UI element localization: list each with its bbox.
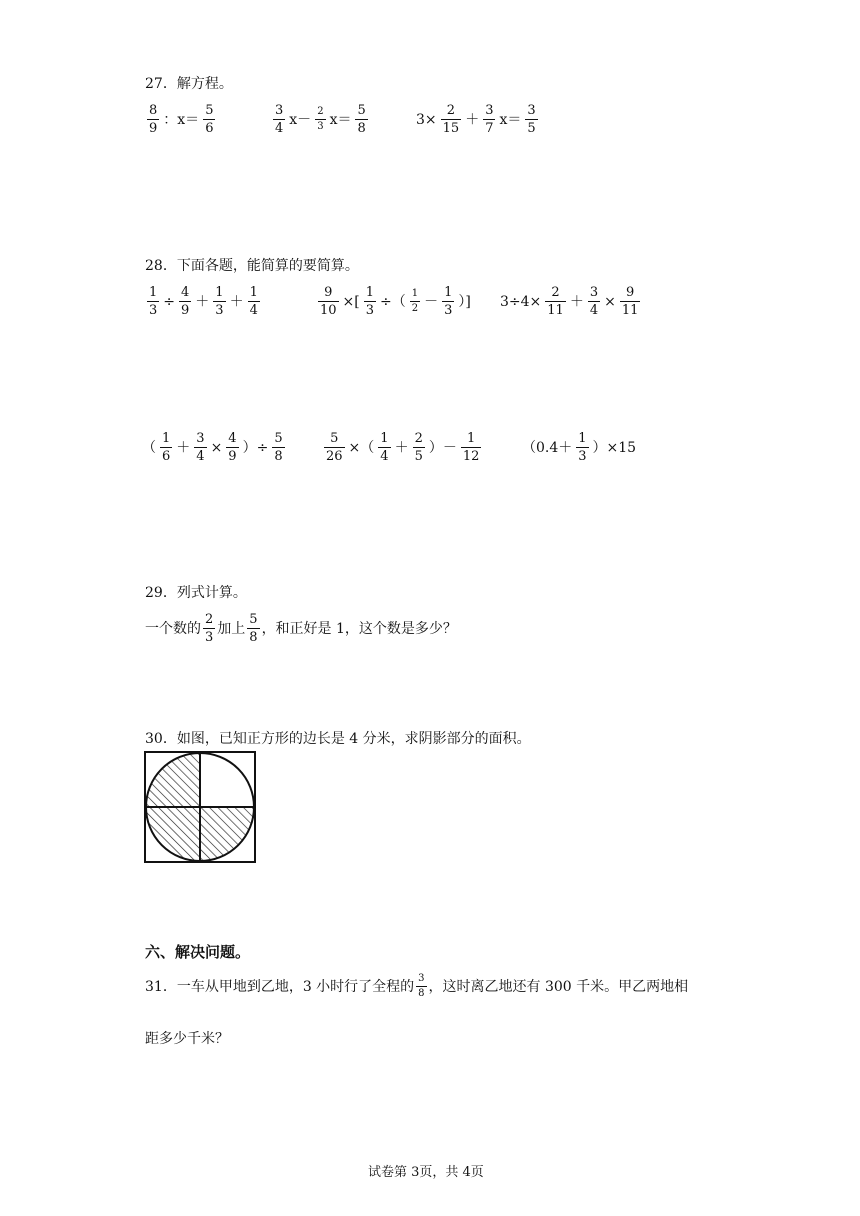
fraction: $\frac{1}{2}$ [411, 288, 419, 314]
fraction: $\frac{9}{11}$ [621, 285, 639, 318]
q27-equation-2: $\frac{3}{4}$ x－ $\frac{2}{3}$ x＝ $\frac{5}{8}$ [275, 103, 366, 136]
page-footer: 试卷第 3页，共 4页 [368, 1165, 484, 1180]
fraction: $\frac{1}{3}$ [365, 285, 375, 318]
fraction: $\frac{2}{3}$ [205, 612, 214, 645]
fraction: $\frac{5}{8}$ [357, 103, 366, 136]
section-6-title: 六、解决问题。 [145, 943, 251, 961]
fraction: $\frac{1}{3}$ [149, 285, 158, 318]
q28-expression-3: 3÷4× $\frac{2}{11}$ ＋ $\frac{3}{4}$ × $\frac{9}{11}$ [500, 285, 639, 318]
fraction: $\frac{3}{7}$ [485, 103, 494, 136]
fraction: $\frac{3}{5}$ [527, 103, 536, 136]
fraction: $\frac{3}{8}$ [418, 973, 425, 999]
fraction: $\frac{4}{9}$ [228, 431, 237, 464]
fraction: $\frac{4}{9}$ [181, 285, 190, 318]
fraction: $\frac{5}{26}$ [326, 431, 343, 464]
q31-line-1: 31．一车从甲地到乙地，3 小时行了全程的 $\frac{3}{8}$ ，这时离乙地还有 300 千米。甲乙两地相 [145, 973, 689, 999]
q29-title: 29．列式计算。 [145, 585, 247, 601]
q28-expression-2: $\frac{9}{10}$ ×[ $\frac{1}{3}$ ÷（ $\frac{1}{2}$ － $\frac{1}{3}$ ）] [320, 285, 471, 318]
fraction: $\frac{2}{5}$ [414, 431, 423, 464]
q28-expression-5: $\frac{5}{26}$ ×（ $\frac{1}{4}$ ＋ $\frac{2}{5}$ ）－ $\frac{1}{12}$ [326, 431, 480, 464]
q28-expression-1: $\frac{1}{3}$ ÷ $\frac{4}{9}$ ＋ $\frac{1}{3}$ ＋ $\frac{1}{4}$ [149, 285, 258, 318]
fraction: $\frac{5}{8}$ [249, 612, 258, 645]
fraction: $\frac{1}{12}$ [462, 431, 480, 464]
q29-question: 一个数的 $\frac{2}{3}$ 加上 $\frac{5}{8}$ ，和正好是 1，这个数是多少？ [145, 612, 457, 645]
q28-expression-4: （ $\frac{1}{6}$ ＋ $\frac{3}{4}$ × $\frac{4}{9}$ ）÷ $\frac{5}{8}$ [142, 431, 283, 464]
q30-title: 30．如图，已知正方形的边长是 4 分米，求阴影部分的面积。 [145, 731, 531, 747]
fraction: $\frac{2}{3}$ [317, 106, 324, 132]
fraction: $\frac{8}{9}$ [149, 103, 158, 136]
q28-title: 28．下面各题，能简算的要简算。 [145, 258, 359, 274]
fraction: $\frac{1}{4}$ [249, 285, 258, 318]
fraction: $\frac{9}{10}$ [320, 285, 337, 318]
fraction: $\frac{3}{4}$ [196, 431, 205, 464]
fraction: $\frac{3}{4}$ [589, 285, 599, 318]
fraction: $\frac{1}{3}$ [215, 285, 224, 318]
fraction: $\frac{2}{11}$ [547, 285, 564, 318]
q27-equation-3: 3× $\frac{2}{15}$ ＋ $\frac{3}{7}$ x＝ $\frac{3}{5}$ [416, 103, 536, 136]
fraction: $\frac{1}{6}$ [162, 431, 171, 464]
fraction: $\frac{1}{4}$ [380, 431, 389, 464]
fraction: $\frac{3}{4}$ [275, 103, 284, 136]
fraction: $\frac{2}{15}$ [442, 103, 460, 136]
fraction: $\frac{5}{8}$ [274, 431, 283, 464]
q27-equation-1: $\frac{8}{9}$ ：x＝ $\frac{5}{6}$ [149, 103, 214, 136]
q28-expression-6: （0.4＋ $\frac{1}{3}$ ）×15 [522, 431, 637, 464]
fraction: $\frac{5}{6}$ [205, 103, 214, 136]
fraction: $\frac{1}{3}$ [444, 285, 453, 318]
q31-line-2: 距多少千米？ [145, 1031, 229, 1047]
fraction: $\frac{1}{3}$ [578, 431, 587, 464]
square-circle-diagram [144, 751, 256, 863]
q27-title: 27．解方程。 [145, 76, 233, 92]
